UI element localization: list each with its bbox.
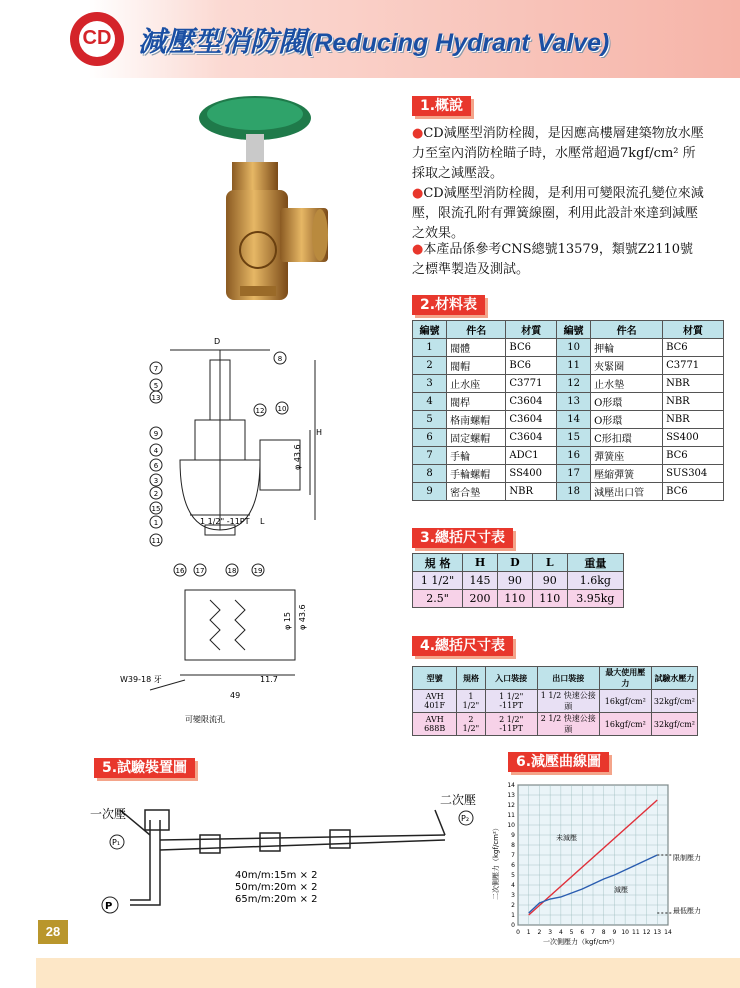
cd-logo: CD <box>70 12 124 66</box>
dim-d-label: D <box>214 337 221 346</box>
table-cell: 閥帽 <box>447 357 506 375</box>
table-header: 最大使用壓力 <box>599 667 651 690</box>
table-cell: C3771 <box>506 375 557 393</box>
section-curve-title: 6.減壓曲線圖 <box>508 752 609 772</box>
table-header: 出口裝接 <box>537 667 599 690</box>
table-cell: 7 <box>413 447 447 465</box>
series-label-unreduced: 未減壓 <box>556 834 577 842</box>
table-cell: 15 <box>557 429 591 447</box>
table-cell: 1 1/2" <box>413 572 463 590</box>
table-cell: 手輪 <box>447 447 506 465</box>
table-row <box>413 590 624 608</box>
technical-drawing <box>120 330 420 730</box>
table-header: 材質 <box>506 321 557 339</box>
callout-number <box>150 534 162 546</box>
callout-number <box>194 564 206 576</box>
table-cell: 閥體 <box>447 339 506 357</box>
table-cell: BC6 <box>506 357 557 375</box>
table-cell: 2.5" <box>413 590 463 608</box>
callout-number <box>276 402 288 414</box>
svg-text:6: 6 <box>153 462 159 470</box>
svg-text:17: 17 <box>195 567 205 575</box>
table-cell: 11 <box>557 357 591 375</box>
callout-number <box>252 564 264 576</box>
table-header: 編號 <box>413 321 447 339</box>
min-pressure-label: 最低壓力 <box>673 907 701 915</box>
overview-item: ●CD減壓型消防栓閥，是因應高樓層建築物放水壓力至室內消防栓瞄子時，水壓常超過7kgf/cm² 所採取之減壓設。 <box>412 126 704 181</box>
x-tick-label: 2 <box>537 929 542 936</box>
product-photo <box>180 90 330 320</box>
table-cell: 2 1/2" -11PT <box>485 713 537 736</box>
table-header: L <box>532 554 567 572</box>
callout-number <box>150 502 162 514</box>
y-tick-label: 0 <box>511 922 515 929</box>
x-tick-label: 12 <box>642 929 651 936</box>
table-cell: NBR <box>663 411 724 429</box>
dim-h-label: H <box>316 428 323 437</box>
table-cell: C3604 <box>506 393 557 411</box>
table-row <box>413 357 724 375</box>
svg-text:2: 2 <box>153 490 159 498</box>
x-tick-label: 6 <box>580 929 585 936</box>
y-axis-label: 二次側壓力（kgf/cm²） <box>492 824 500 900</box>
table-cell: 8 <box>413 465 447 483</box>
svg-text:3: 3 <box>153 477 159 485</box>
x-tick-label: 3 <box>548 929 553 936</box>
callout-number <box>150 379 162 391</box>
p2-label: P₂ <box>461 814 470 823</box>
x-tick-label: 0 <box>516 929 520 936</box>
page-number: 28 <box>38 920 68 944</box>
y-tick-label: 13 <box>507 792 515 799</box>
table-cell: 200 <box>463 590 498 608</box>
y-tick-label: 12 <box>507 802 515 809</box>
table-cell: 18 <box>557 483 591 501</box>
x-tick-label: 1 <box>526 929 531 936</box>
table-cell: NBR <box>663 375 724 393</box>
svg-text:19: 19 <box>253 567 263 575</box>
table-cell: 固定螺帽 <box>447 429 506 447</box>
callout-number <box>150 487 162 499</box>
dim-l-label: L <box>260 517 265 526</box>
table-cell: 閥桿 <box>447 393 506 411</box>
table-cell: AVH 688B <box>413 713 457 736</box>
materials-table <box>412 320 724 501</box>
table-cell: 90 <box>497 572 532 590</box>
table-cell: 減壓出口管 <box>591 483 663 501</box>
dim-phi15-label: φ 15 <box>283 612 292 630</box>
x-tick-label: 14 <box>664 929 672 936</box>
svg-text:5: 5 <box>153 382 159 390</box>
x-tick-label: 10 <box>621 929 629 936</box>
x-tick-label: 7 <box>591 929 595 936</box>
svg-text:13: 13 <box>151 394 161 402</box>
dim-117-label: 11.7 <box>260 675 278 684</box>
table-cell: 5 <box>413 411 447 429</box>
y-tick-label: 2 <box>511 902 515 909</box>
table-cell: 止水墊 <box>591 375 663 393</box>
table-row <box>413 429 724 447</box>
section-materials-title: 2.材料表 <box>412 295 485 315</box>
limit-pressure-label: 限制壓力 <box>673 854 701 862</box>
table-row <box>413 572 624 590</box>
x-axis-label: 一次側壓力（kgf/cm²） <box>543 938 619 946</box>
svg-text:9: 9 <box>153 430 159 438</box>
callout-number <box>150 362 162 374</box>
svg-text:4: 4 <box>153 447 159 455</box>
y-tick-label: 4 <box>511 882 515 889</box>
callout-number <box>150 474 162 486</box>
table-cell: 145 <box>463 572 498 590</box>
table-cell: C3604 <box>506 411 557 429</box>
callout-number <box>150 459 162 471</box>
table-cell: SS400 <box>506 465 557 483</box>
hose-length: 50m/m:20m × 2 <box>235 882 318 893</box>
table-row <box>413 690 698 713</box>
page-footer-bar <box>36 958 740 988</box>
table-header: 材質 <box>663 321 724 339</box>
y-tick-label: 14 <box>507 782 515 789</box>
table-cell: 1 1/2 快速公接頭 <box>537 690 599 713</box>
table-row <box>413 465 724 483</box>
callout-number <box>150 427 162 439</box>
model-table <box>412 666 698 736</box>
pressure-curve-chart <box>488 780 728 950</box>
table-cell: 1 <box>413 339 447 357</box>
table-cell: SUS304 <box>663 465 724 483</box>
table-cell: 13 <box>557 393 591 411</box>
x-tick-label: 9 <box>612 929 617 936</box>
secondary-pressure-label: 二次壓 <box>440 793 477 807</box>
table-cell: O形環 <box>591 411 663 429</box>
table-row <box>413 713 698 736</box>
x-tick-label: 11 <box>632 929 640 936</box>
hose-length: 65m/m:20m × 2 <box>235 894 318 905</box>
callout-number <box>254 404 266 416</box>
svg-text:11: 11 <box>151 537 161 545</box>
series-label-reduced: 減壓 <box>614 886 628 894</box>
table-cell: C3604 <box>506 429 557 447</box>
svg-text:18: 18 <box>227 567 237 575</box>
y-tick-label: 6 <box>511 862 515 869</box>
table-cell: 110 <box>532 590 567 608</box>
table-cell: NBR <box>506 483 557 501</box>
section-overview-title: 1.概說 <box>412 96 471 116</box>
table-cell: 10 <box>557 339 591 357</box>
svg-text:8: 8 <box>277 355 283 363</box>
table-cell: 17 <box>557 465 591 483</box>
table-header: H <box>463 554 498 572</box>
table-header: 重量 <box>567 554 623 572</box>
table-row <box>413 447 724 465</box>
callout-group <box>150 352 288 576</box>
dim-thread2-label: W39-18 牙 <box>120 675 162 684</box>
dim-49-label: 49 <box>230 691 241 700</box>
callout-number <box>174 564 186 576</box>
table-header: 件名 <box>447 321 506 339</box>
callout-number <box>274 352 286 364</box>
table-header: 規格 <box>457 667 485 690</box>
table-cell: 32kgf/cm² <box>651 690 697 713</box>
table-cell: 2 1/2 快速公接頭 <box>537 713 599 736</box>
table-cell: 格南螺帽 <box>447 411 506 429</box>
x-tick-label: 5 <box>569 929 574 936</box>
table-header: 型號 <box>413 667 457 690</box>
table-cell: 32kgf/cm² <box>651 713 697 736</box>
table-cell: 1 1/2" <box>457 690 485 713</box>
table-row <box>413 339 724 357</box>
table-header: 試驗水壓力 <box>651 667 697 690</box>
table-cell: 1.6kg <box>567 572 623 590</box>
test-setup-diagram <box>90 790 490 930</box>
y-tick-label: 10 <box>507 822 515 829</box>
table-cell: 16kgf/cm² <box>599 713 651 736</box>
table-cell: 3 <box>413 375 447 393</box>
table-cell: 16kgf/cm² <box>599 690 651 713</box>
overview-item: ●CD減壓型消防栓閥，是利用可變限流孔變位來減壓，限流孔附有彈簧線圈，利用此設計來達到減壓之效果。 <box>412 186 704 241</box>
table-cell: 止水座 <box>447 375 506 393</box>
table-cell: C形扣環 <box>591 429 663 447</box>
page-title: 減壓型消防閥(Reducing Hydrant Valve) <box>138 26 610 57</box>
svg-text:7: 7 <box>153 365 159 373</box>
table-cell: NBR <box>663 393 724 411</box>
y-tick-label: 8 <box>511 842 515 849</box>
table-cell: 壓縮彈簧 <box>591 465 663 483</box>
svg-text:12: 12 <box>255 407 265 415</box>
table-cell: AVH 401F <box>413 690 457 713</box>
table-cell: SS400 <box>663 429 724 447</box>
orifice-label: 可變限流孔 <box>185 715 225 724</box>
table-cell: 3.95kg <box>567 590 623 608</box>
table-cell: BC6 <box>663 447 724 465</box>
y-tick-label: 1 <box>511 912 515 919</box>
svg-text:1: 1 <box>153 519 159 527</box>
table-cell: ADC1 <box>506 447 557 465</box>
dim-phi-label: φ 43.6 <box>293 444 302 470</box>
table-cell: 110 <box>497 590 532 608</box>
y-tick-label: 11 <box>507 812 515 819</box>
svg-text:15: 15 <box>151 505 161 513</box>
dimensions-table <box>412 553 624 608</box>
section-dims1-title: 3.總括尺寸表 <box>412 528 513 548</box>
table-row <box>413 375 724 393</box>
callout-number <box>150 444 162 456</box>
table-header: 入口裝接 <box>485 667 537 690</box>
page-header <box>0 0 740 78</box>
table-cell: 14 <box>557 411 591 429</box>
y-tick-label: 5 <box>511 872 515 879</box>
x-tick-label: 13 <box>653 929 662 936</box>
table-cell: 2 <box>413 357 447 375</box>
table-cell: BC6 <box>663 339 724 357</box>
y-tick-label: 3 <box>511 892 515 899</box>
table-cell: 手輪螺帽 <box>447 465 506 483</box>
x-tick-label: 4 <box>558 929 563 936</box>
svg-text:16: 16 <box>175 567 185 575</box>
table-header: 規 格 <box>413 554 463 572</box>
table-cell: 2 1/2" <box>457 713 485 736</box>
callout-number <box>150 391 162 403</box>
dim-phi43-label: φ 43.6 <box>298 604 307 630</box>
p-label: P <box>105 901 113 912</box>
table-cell: 9 <box>413 483 447 501</box>
table-cell: 12 <box>557 375 591 393</box>
table-cell: 16 <box>557 447 591 465</box>
callout-number <box>226 564 238 576</box>
table-cell: C3771 <box>663 357 724 375</box>
table-header: D <box>497 554 532 572</box>
table-cell: BC6 <box>663 483 724 501</box>
table-row <box>413 411 724 429</box>
table-cell: 6 <box>413 429 447 447</box>
table-cell: 90 <box>532 572 567 590</box>
y-tick-label: 9 <box>511 832 515 839</box>
table-header: 編號 <box>557 321 591 339</box>
table-row <box>413 483 724 501</box>
dim-thread-label: 1 1/2" -11PT <box>200 517 250 526</box>
table-cell: 夾緊圈 <box>591 357 663 375</box>
table-cell: O形環 <box>591 393 663 411</box>
section-test-title: 5.試驗裝置圖 <box>94 758 195 778</box>
table-cell: BC6 <box>506 339 557 357</box>
table-cell: 押輪 <box>591 339 663 357</box>
primary-pressure-label: 一次壓 <box>90 807 127 821</box>
section-dims2-title: 4.總括尺寸表 <box>412 636 513 656</box>
y-tick-label: 7 <box>511 852 515 859</box>
callout-number <box>150 516 162 528</box>
svg-text:10: 10 <box>277 405 287 413</box>
x-tick-label: 8 <box>601 929 606 936</box>
overview-item: ●本產品係參考CNS總號13579，類號Z2110號之標準製造及測試。 <box>412 242 694 277</box>
p1-label: P₁ <box>112 838 121 847</box>
hose-length: 40m/m:15m × 2 <box>235 870 318 881</box>
table-cell: 1 1/2" -11PT <box>485 690 537 713</box>
table-header: 件名 <box>591 321 663 339</box>
table-cell: 彈簧座 <box>591 447 663 465</box>
table-cell: 密合墊 <box>447 483 506 501</box>
table-cell: 4 <box>413 393 447 411</box>
table-row <box>413 393 724 411</box>
